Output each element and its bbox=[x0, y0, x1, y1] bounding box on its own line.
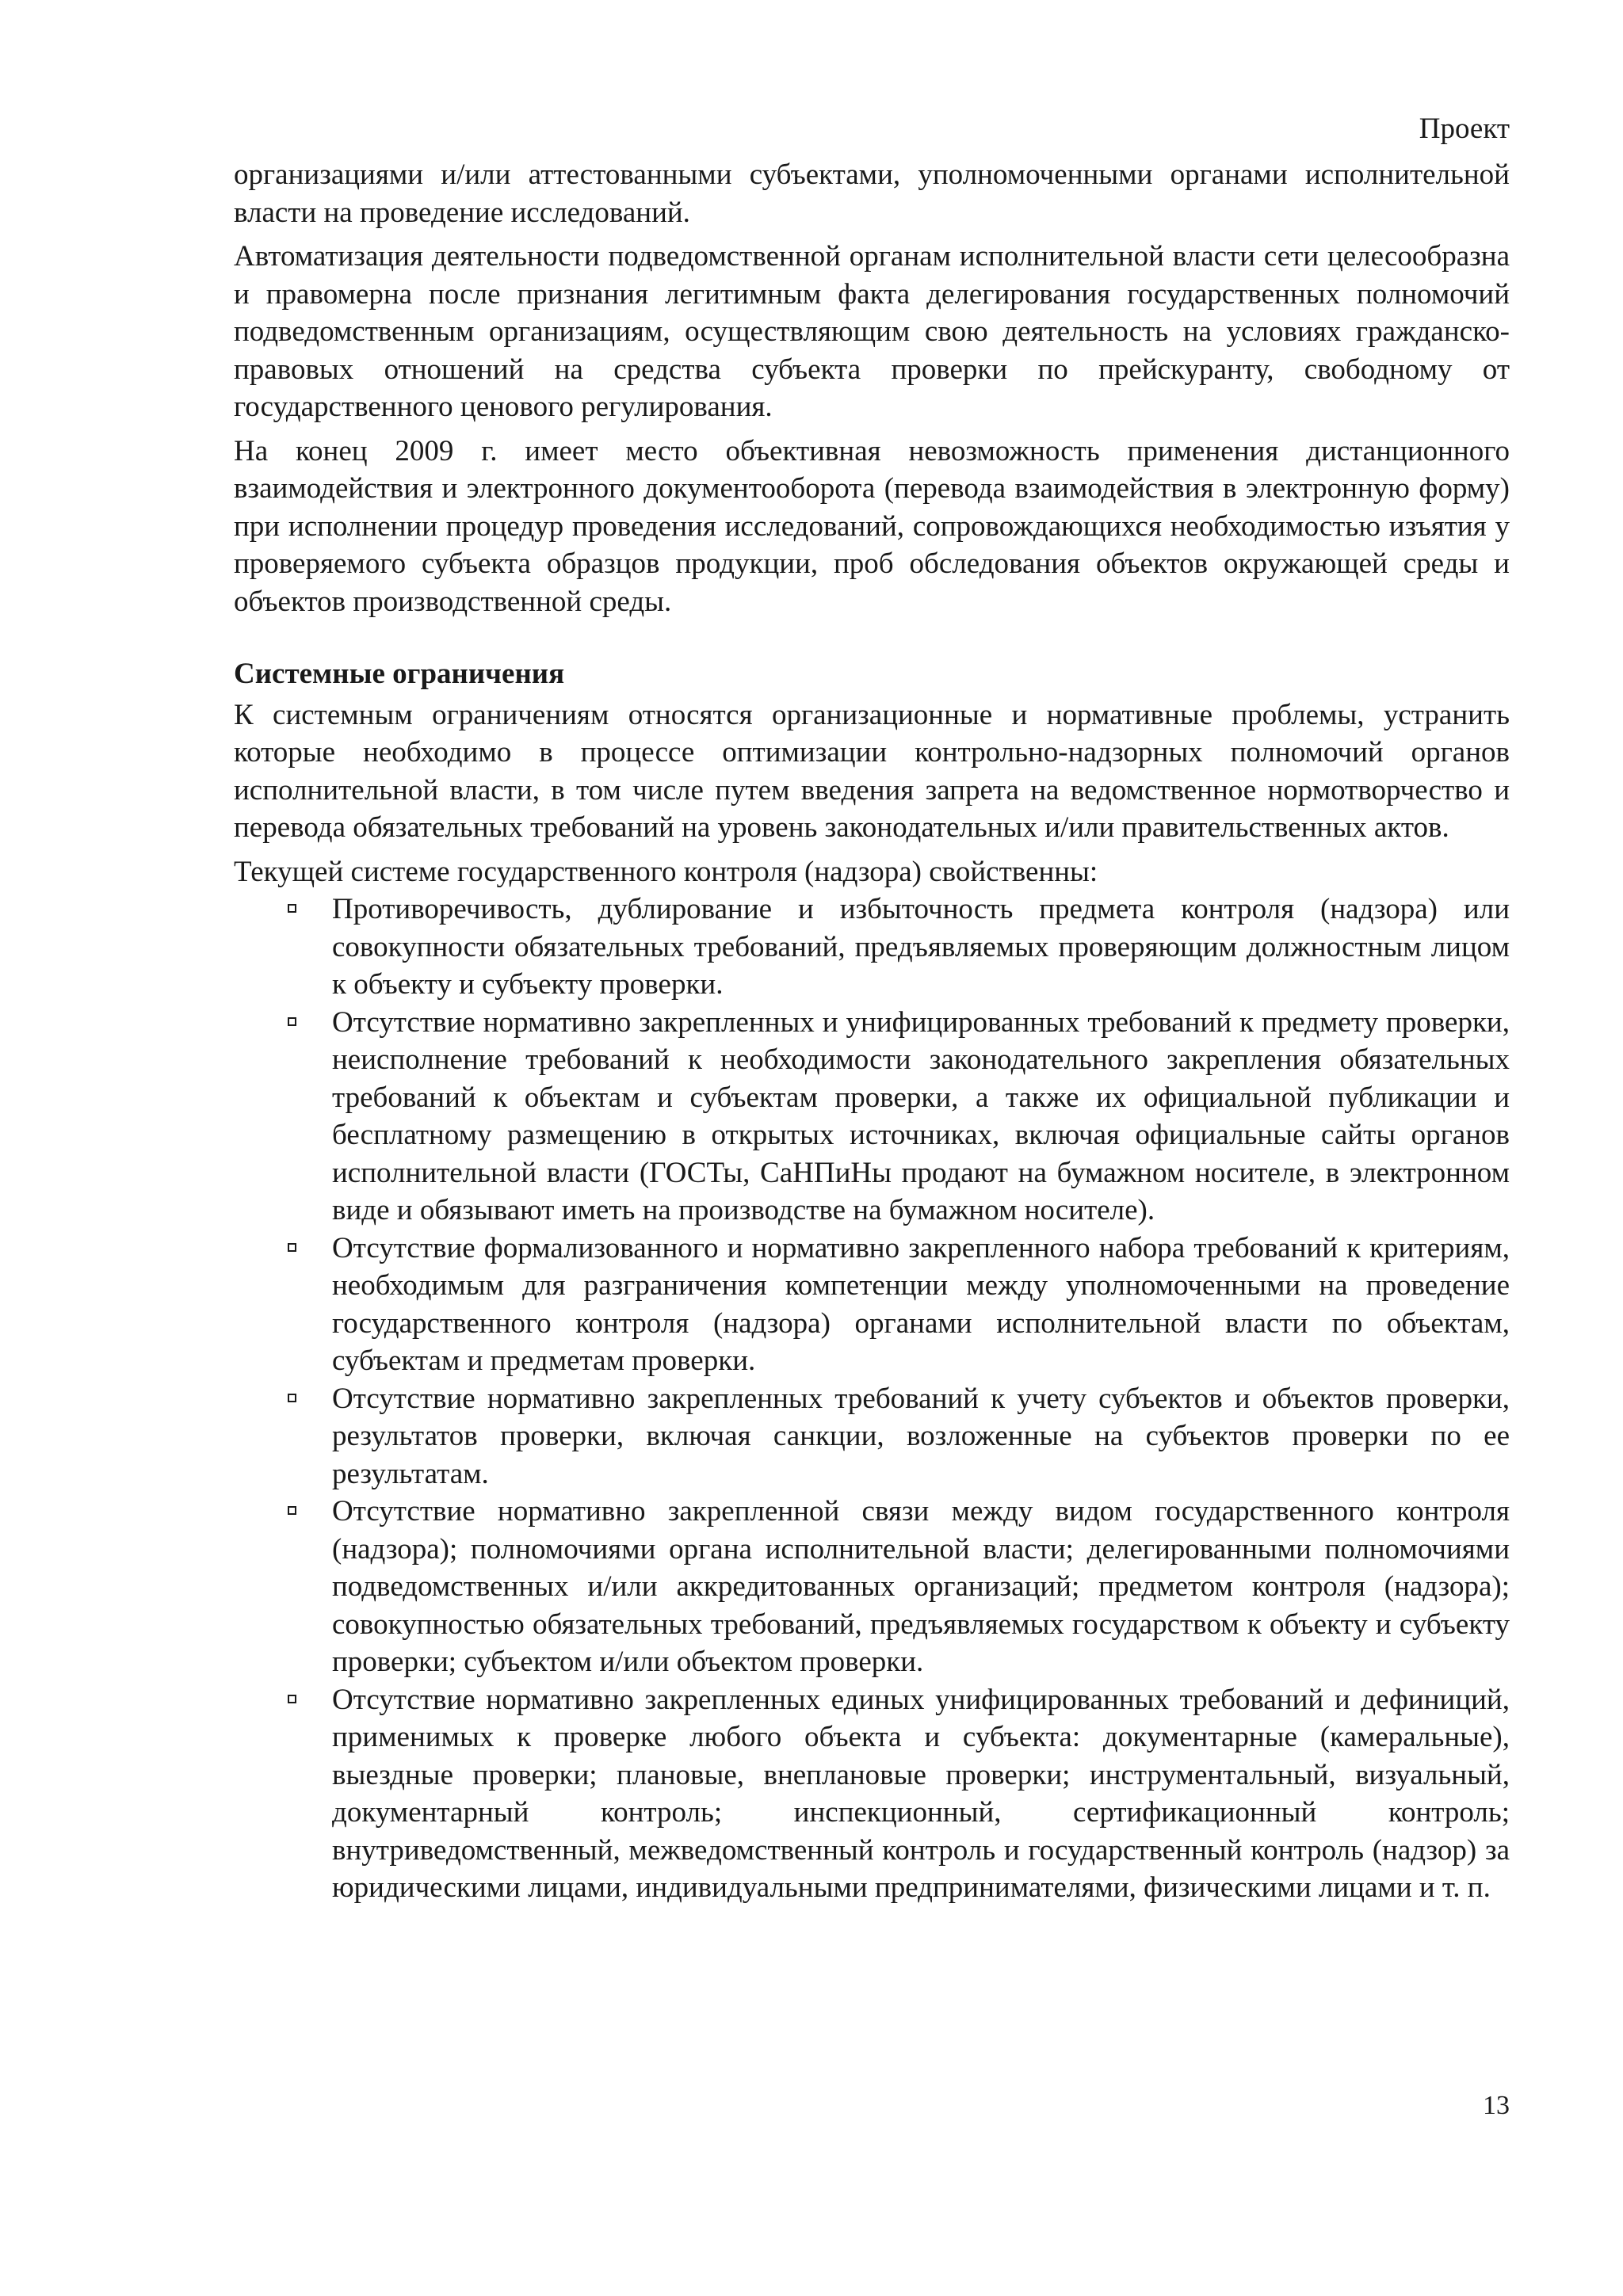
square-bullet-icon bbox=[288, 1243, 296, 1252]
header-label: Проект bbox=[1419, 113, 1510, 145]
list-item bbox=[234, 1004, 1510, 1230]
list-item bbox=[234, 1230, 1510, 1380]
square-bullet-icon bbox=[288, 904, 296, 913]
square-bullet-icon bbox=[288, 1695, 296, 1703]
list-item-text: Отсутствие нормативно закрепленных и унифицированных требований к предмету проверки, неисполнение требований к необходимости законодательного закрепления обязательных требований к объектам и субъектам проверки, а также их официальной публикации и бесплатному размещению в открытых источниках, включая официальные сайты органов исполнительной власти (ГОСТы, СаНПиНы продают на бумажном носителе, в электронном виде и обязывают иметь на производстве на бумажном носителе). bbox=[332, 1005, 1510, 1226]
list-item-text: Отсутствие нормативно закрепленных требований к учету субъектов и объектов проверки, результатов проверки, включая санкции, возложенные на субъектов проверки по ее результатам. bbox=[332, 1382, 1510, 1490]
paragraph-continuation: организациями и/или аттестованными субъектами, уполномоченными органами исполнительной власти на проведение исследований. bbox=[234, 158, 1510, 229]
document-body bbox=[234, 156, 1510, 1907]
page-number: 13 bbox=[1483, 2091, 1510, 2120]
list-intro: Текущей системе государственного контроля (надзора) свойственны: bbox=[234, 855, 1098, 888]
paragraph-2009: На конец 2009 г. имеет место объективная невозможность применения дистанционного взаимодействия и электронного документооборота (перевода взаимодействия в электронную форму) при исполнении процедур проведения исследований, сопровождающихся необходимостью изъятия у проверяемого субъекта образцов продукции, проб обследования объектов окружающей среды и объектов производственной среды. bbox=[234, 434, 1510, 618]
list-item bbox=[234, 1681, 1510, 1907]
list-item-text: Отсутствие нормативно закрепленных единых унифицированных требований и дефиниций, применимых к проверке любого объекта и субъекта: документарные (камеральные), выездные проверки; плановые, внеплановые проверки; инструментальный, визуальный, документарный контроль; инспекционный, сертификационный контроль; внутриведомственный, межведомственный контроль и государственный контроль (надзор) за юридическими лицами, индивидуальными предпринимателями, физическими лицами и т. п. bbox=[332, 1683, 1510, 1904]
list-item bbox=[234, 891, 1510, 1004]
paragraph-system-constraints: К системным ограничениям относятся организационные и нормативные проблемы, устранить которые необходимо в процессе оптимизации контрольно-надзорных полномочий органов исполнительной власти, в том числе путем введения запрета на ведомственное нормотворчество и перевода обязательных требований на уровень законодательных и/или правительственных актов. bbox=[234, 698, 1510, 844]
paragraph-automation: Автоматизация деятельности подведомственной органам исполнительной власти сети целесообразна и правомерна после признания легитимным факта делегирования государственных полномочий подведомственным организациям, осуществляющим свою деятельность на условиях гражданско-правовых отношений на средства субъекта проверки по прейскуранту, свободному от государственного ценового регулирования. bbox=[234, 240, 1510, 423]
list-item-text: Отсутствие нормативно закрепленной связи между видом государственного контроля (надзора); полномочиями органа исполнительной власти; делегированными полномочиями подведомственных и/или аккредитованных организаций; предметом контроля (надзора); совокупностью обязательных требований, предъявляемых государством к объекту и субъекту проверки; субъектом и/или объектом проверки. bbox=[332, 1495, 1510, 1678]
square-bullet-icon bbox=[288, 1506, 296, 1515]
list-item bbox=[234, 1493, 1510, 1681]
list-item bbox=[234, 1380, 1510, 1493]
list-item-text: Противоречивость, дублирование и избыточность предмета контроля (надзора) или совокупности обязательных требований, предъявляемых проверяющим должностным лицом к объекту и субъекту проверки. bbox=[332, 893, 1510, 1001]
constraints-list bbox=[234, 891, 1510, 1907]
square-bullet-icon bbox=[288, 1017, 296, 1026]
section-heading: Системные ограничения bbox=[234, 658, 565, 690]
square-bullet-icon bbox=[288, 1394, 296, 1402]
list-item-text: Отсутствие формализованного и нормативно закрепленного набора требований к критериям, необходимым для разграничения компетенции между уполномоченными на проведение государственного контроля (надзора) органами исполнительной власти по объектам, субъектам и предметам проверки. bbox=[332, 1231, 1510, 1377]
